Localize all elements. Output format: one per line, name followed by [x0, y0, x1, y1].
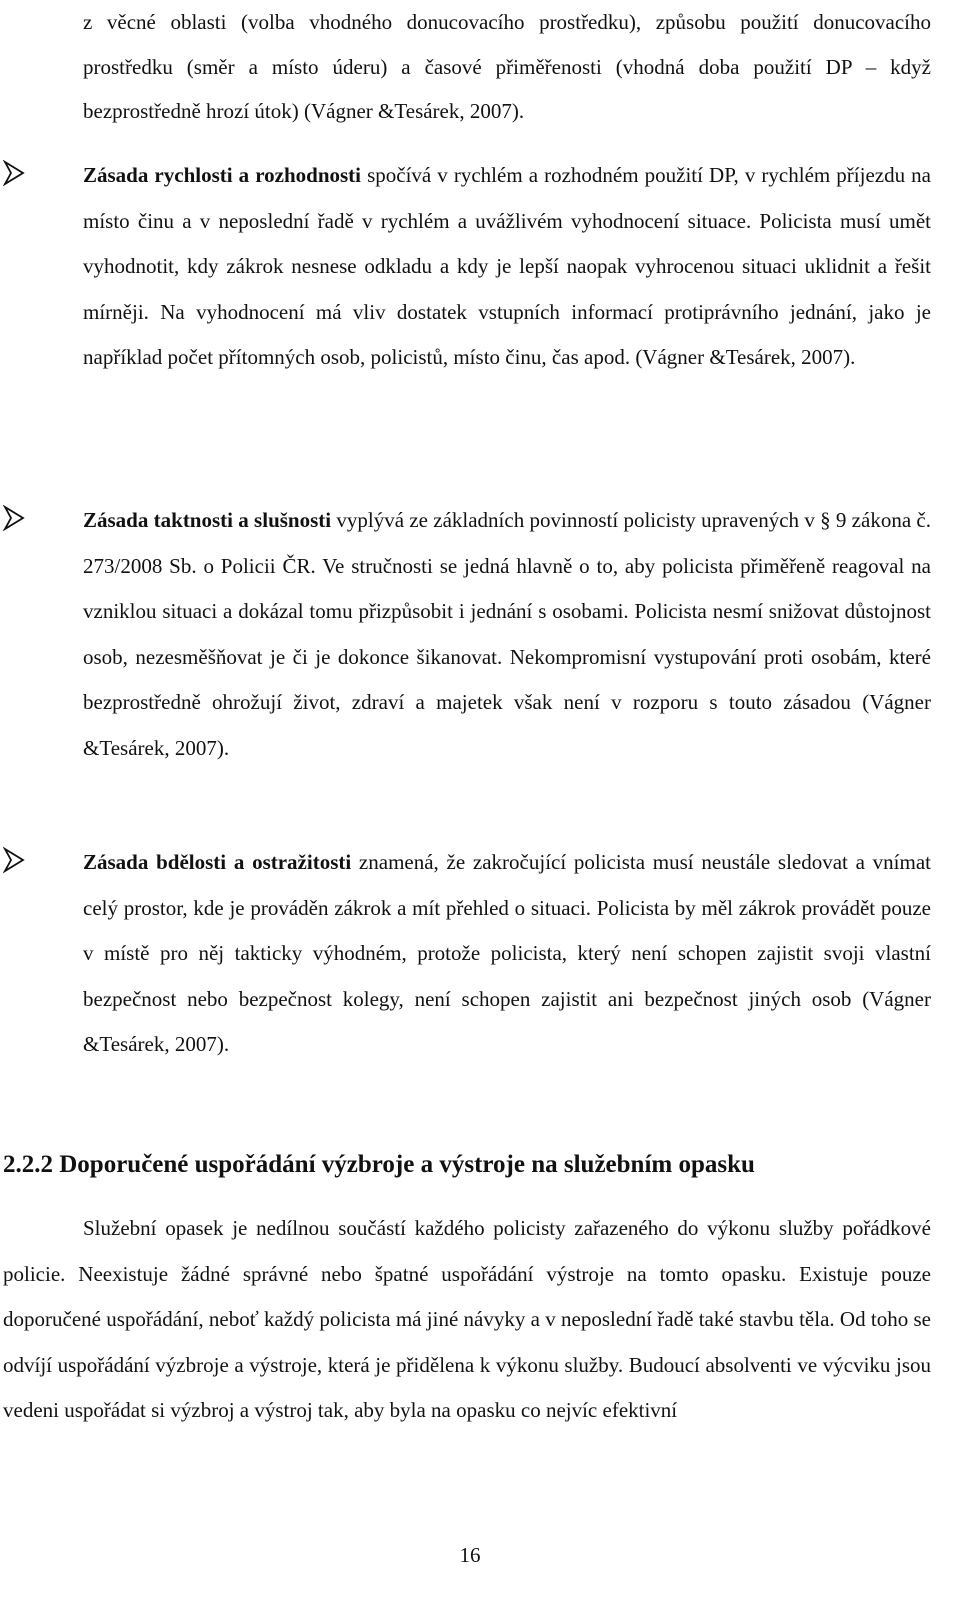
bullet-text	[83, 840, 931, 1068]
bullet-text	[83, 153, 931, 381]
bullet-term: Zásada rychlosti a rozhodnosti	[83, 163, 362, 187]
bullet-term: Zásada taktnosti a slušnosti	[83, 508, 332, 532]
arrowhead-bullet-icon	[3, 160, 25, 186]
bullet-text	[83, 498, 931, 771]
bullet-body: spočívá v rychlém a rozhodném použití DP, v rychlém příjezdu na místo činu a v neposlední řadě v rychlém a uvážlivém vyhodnocení situace. Policista musí umět vyhodnotit, kdy zákrok nesnese odkladu a kdy je lepší naopak vyhrocenou situaci uklidnit a řešit mírněji. Na vyhodnocení má vliv dostatek vstupních informací protiprávního jednání, jako je například počet přítomných osob, policistů, místo činu, čas apod. (Vágner &Tesárek, 2007).	[83, 163, 931, 369]
section-heading: 2.2.2 Doporučené uspořádání výzbroje a výstroje na služebním opasku	[3, 1151, 755, 1178]
bullet-body: znamená, že zakročující policista musí neustále sledovat a vnímat celý prostor, kde je prováděn zákrok a mít přehled o situaci. Policista by měl zákrok provádět pouze v místě pro něj takticky výhodném, protože policista, který není schopen zajistit svoji vlastní bezpečnost nebo bezpečnost kolegy, není schopen zajistit ani bezpečnost jiných osob (Vágner &Tesárek, 2007).	[83, 850, 931, 1056]
arrowhead-bullet-icon	[3, 505, 25, 531]
bullet-term: Zásada bdělosti a ostražitosti	[83, 850, 352, 874]
bullet-body: vyplývá ze základních povinností policisty upravených v § 9 zákona č. 273/2008 Sb. o Policii ČR. Ve stručnosti se jedná hlavně o to, aby policista přiměřeně reagoval na vzniklou situaci a dokázal tomu přizpůsobit i jednání s osobami. Policista nesmí snižovat důstojnost osob, nezesměšňovat je či je dokonce šikanovat. Nekompromisní vystupování proti osobám, které bezprostředně ohrožují život, zdraví a majetek však není v rozporu s touto zásadou (Vágner &Tesárek, 2007).	[83, 508, 931, 760]
section-paragraph: Služební opasek je nedílnou součástí každého policisty zařazeného do výkonu služby pořádkové policie. Neexistuje žádné správné nebo špatné uspořádání výstroje na tomto opasku. Existuje pouze doporučené uspořádání, neboť každý policista má jiné návyky a v neposlední řadě také stavbu těla. Od toho se odvíjí uspořádání výzbroje a výstroje, která je přidělena k výkonu služby. Budoucí absolventi ve výcviku jsou vedeni uspořádat si výzbroj a výstroj tak, aby byla na opasku co nejvíc efektivní	[3, 1216, 931, 1422]
continuation-paragraph: z věcné oblasti (volba vhodného donucovacího prostředku), způsobu použití donucovacího prostředku (směr a místo úderu) a časové přiměřenosti (vhodná doba použití DP – když bezprostředně hrozí útok) (Vágner &Tesárek, 2007).	[83, 10, 931, 123]
page-number: 16	[459, 1543, 481, 1567]
arrowhead-bullet-icon	[3, 847, 25, 873]
